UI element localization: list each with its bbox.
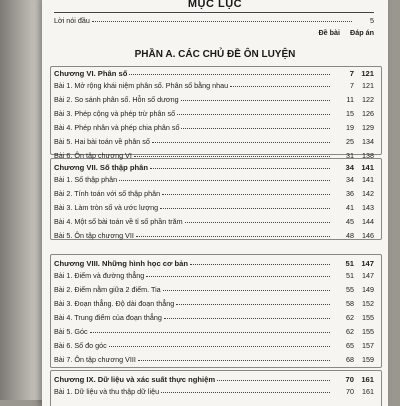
lesson-row-problem-page: 19 [346, 123, 354, 132]
lesson-row [54, 203, 374, 212]
lesson-row-answer-page: 134 [362, 137, 374, 146]
chapter-heading-answer-page: 141 [361, 163, 374, 172]
lesson-row-label: Bài 7. Ôn tập chương VIII [54, 355, 136, 364]
chapter-heading-label: Chương VIII. Những hình học cơ bản [54, 259, 189, 268]
toc-intro [54, 16, 374, 25]
leader-dots [160, 208, 330, 209]
lesson-row [54, 341, 374, 350]
title-rule [54, 12, 374, 13]
lesson-row-label: Bài 2. So sánh phân số. Hỗn số dương [54, 95, 179, 104]
lesson-row [54, 299, 374, 308]
page-title: MỤC LỤC [187, 0, 243, 10]
lesson-row-label: Bài 5. Góc [54, 327, 88, 336]
chapter-heading-problem-page: 70 [345, 375, 354, 384]
lesson-row-label: Bài 2. Tính toán với số thập phân [54, 189, 161, 198]
chapter-heading [54, 163, 374, 172]
lesson-row [54, 109, 374, 118]
lesson-row-label: Bài 3. Phép cộng và phép trừ phân số [54, 109, 176, 118]
leader-dots [119, 180, 330, 181]
lesson-row-problem-page: 25 [346, 137, 354, 146]
chapter-heading [54, 375, 374, 384]
leader-dots [181, 128, 330, 129]
part-heading: PHẦN A. CÁC CHỦ ĐỀ ÔN LUYỆN [134, 49, 296, 60]
lesson-row-answer-page: 129 [362, 123, 374, 132]
lesson-row-problem-page: 31 [346, 151, 354, 160]
lesson-row-answer-page: 161 [362, 387, 374, 396]
lesson-row-answer-page: 159 [362, 355, 374, 364]
lesson-row-answer-page: 149 [362, 285, 374, 294]
lesson-row-answer-page: 138 [362, 151, 374, 160]
lesson-row-answer-page: 155 [362, 313, 374, 322]
toc-page [42, 0, 388, 406]
lesson-row-problem-page: 62 [346, 327, 354, 336]
lesson-row-answer-page: 144 [362, 217, 374, 226]
lesson-row-problem-page: 58 [346, 299, 354, 308]
leader-dots [217, 380, 330, 381]
lesson-row-problem-page: 15 [346, 109, 354, 118]
lesson-row-answer-page: 121 [362, 81, 374, 90]
chapter-heading-answer-page: 147 [361, 259, 374, 268]
lesson-row [54, 81, 374, 90]
lesson-row-label: Bài 3. Đoạn thẳng. Độ dài đoạn thẳng [54, 299, 175, 308]
column-headers [318, 28, 374, 37]
lesson-row-answer-page: 143 [362, 203, 374, 212]
lesson-row-label: Bài 5. Ôn tập chương VII [54, 231, 134, 240]
lesson-row [54, 137, 374, 146]
lesson-row [54, 189, 374, 198]
leader-dots [190, 264, 330, 265]
leader-dots [181, 100, 330, 101]
leader-dots [109, 346, 330, 347]
lesson-row [54, 175, 374, 184]
lesson-row-label: Bài 2. Điểm nằm giữa 2 điểm. Tia [54, 285, 161, 294]
lesson-row-answer-page: 155 [362, 327, 374, 336]
lesson-row-problem-page: 45 [346, 217, 354, 226]
lesson-row-problem-page: 48 [346, 231, 354, 240]
toc-intro-page: 5 [370, 16, 374, 25]
lesson-row-problem-page: 55 [346, 285, 354, 294]
chapter-heading-problem-page: 34 [345, 163, 354, 172]
leader-dots [150, 168, 330, 169]
lesson-row-label: Bài 6. Ôn tập chương VI [54, 151, 132, 160]
lesson-row-answer-page: 142 [362, 189, 374, 198]
chapter-heading-label: Chương VI. Phân số [54, 69, 128, 78]
column-header-dap-an: Đáp án [350, 28, 374, 37]
lesson-row-answer-page: 146 [362, 231, 374, 240]
lesson-row-problem-page: 7 [350, 81, 354, 90]
lesson-row-answer-page: 152 [362, 299, 374, 308]
chapter-heading-label: Chương IX. Dữ liệu và xác suất thực nghiệm [54, 375, 216, 384]
leader-dots [176, 304, 330, 305]
lesson-row [54, 327, 374, 336]
leader-dots [129, 74, 330, 75]
lesson-row-problem-page: 65 [346, 341, 354, 350]
lesson-row-label: Bài 4. Trung điểm của đoạn thẳng [54, 313, 162, 322]
lesson-row-problem-page: 62 [346, 313, 354, 322]
leader-dots [90, 332, 330, 333]
lesson-row-problem-page: 70 [346, 387, 354, 396]
book-gutter [0, 0, 42, 400]
leader-dots [92, 21, 352, 22]
chapter-heading [54, 259, 374, 268]
leader-dots [146, 276, 330, 277]
lesson-row-problem-page: 11 [346, 95, 354, 104]
lesson-row-answer-page: 157 [362, 341, 374, 350]
lesson-row-problem-page: 51 [346, 271, 354, 280]
lesson-row-answer-page: 122 [362, 95, 374, 104]
chapter-heading [54, 69, 374, 78]
leader-dots [138, 360, 330, 361]
lesson-row-problem-page: 41 [346, 203, 354, 212]
lesson-row-label: Bài 1. Dữ liệu và thu thập dữ liệu [54, 387, 160, 396]
lesson-row-problem-page: 34 [346, 175, 354, 184]
lesson-row [54, 355, 374, 364]
lesson-row-label: Bài 3. Làm tròn số và ước lượng [54, 203, 159, 212]
chapter-heading-problem-page: 7 [349, 69, 354, 78]
lesson-row [54, 217, 374, 226]
lesson-row [54, 231, 374, 240]
leader-dots [134, 156, 330, 157]
chapter-heading-answer-page: 121 [361, 69, 374, 78]
leader-dots [177, 114, 330, 115]
lesson-row-answer-page: 147 [362, 271, 374, 280]
lesson-row-problem-page: 68 [346, 355, 354, 364]
leader-dots [185, 222, 330, 223]
leader-dots [136, 236, 330, 237]
lesson-row [54, 271, 374, 280]
lesson-row [54, 151, 374, 160]
lesson-row [54, 95, 374, 104]
toc-intro-label: Lời nói đầu [54, 16, 90, 25]
lesson-row-problem-page: 36 [346, 189, 354, 198]
lesson-row [54, 313, 374, 322]
leader-dots [152, 142, 330, 143]
lesson-row-label: Bài 5. Hai bài toán về phân số [54, 137, 150, 146]
lesson-row-answer-page: 126 [362, 109, 374, 118]
leader-dots [230, 86, 330, 87]
chapter-heading-answer-page: 161 [361, 375, 374, 384]
column-header-de-bai: Đề bài [318, 28, 341, 37]
lesson-row-label: Bài 1. Số thập phân [54, 175, 118, 184]
leader-dots [162, 194, 330, 195]
lesson-row-label: Bài 6. Số đo góc [54, 341, 107, 350]
lesson-row-label: Bài 4. Một số bài toán về tỉ số phần trăm [54, 217, 183, 226]
lesson-row-label: Bài 1. Mở rộng khái niệm phân số. Phân số bằng nhau [54, 81, 229, 90]
lesson-row [54, 387, 374, 396]
lesson-row-label: Bài 1. Điểm và đường thẳng [54, 271, 145, 280]
lesson-row-answer-page: 141 [362, 175, 374, 184]
chapter-heading-problem-page: 51 [345, 259, 354, 268]
lesson-row [54, 285, 374, 294]
leader-dots [163, 290, 330, 291]
leader-dots [161, 392, 330, 393]
chapter-heading-label: Chương VII. Số thập phân [54, 163, 149, 172]
lesson-row [54, 123, 374, 132]
lesson-row-label: Bài 4. Phép nhân và phép chia phân số [54, 123, 180, 132]
leader-dots [164, 318, 330, 319]
